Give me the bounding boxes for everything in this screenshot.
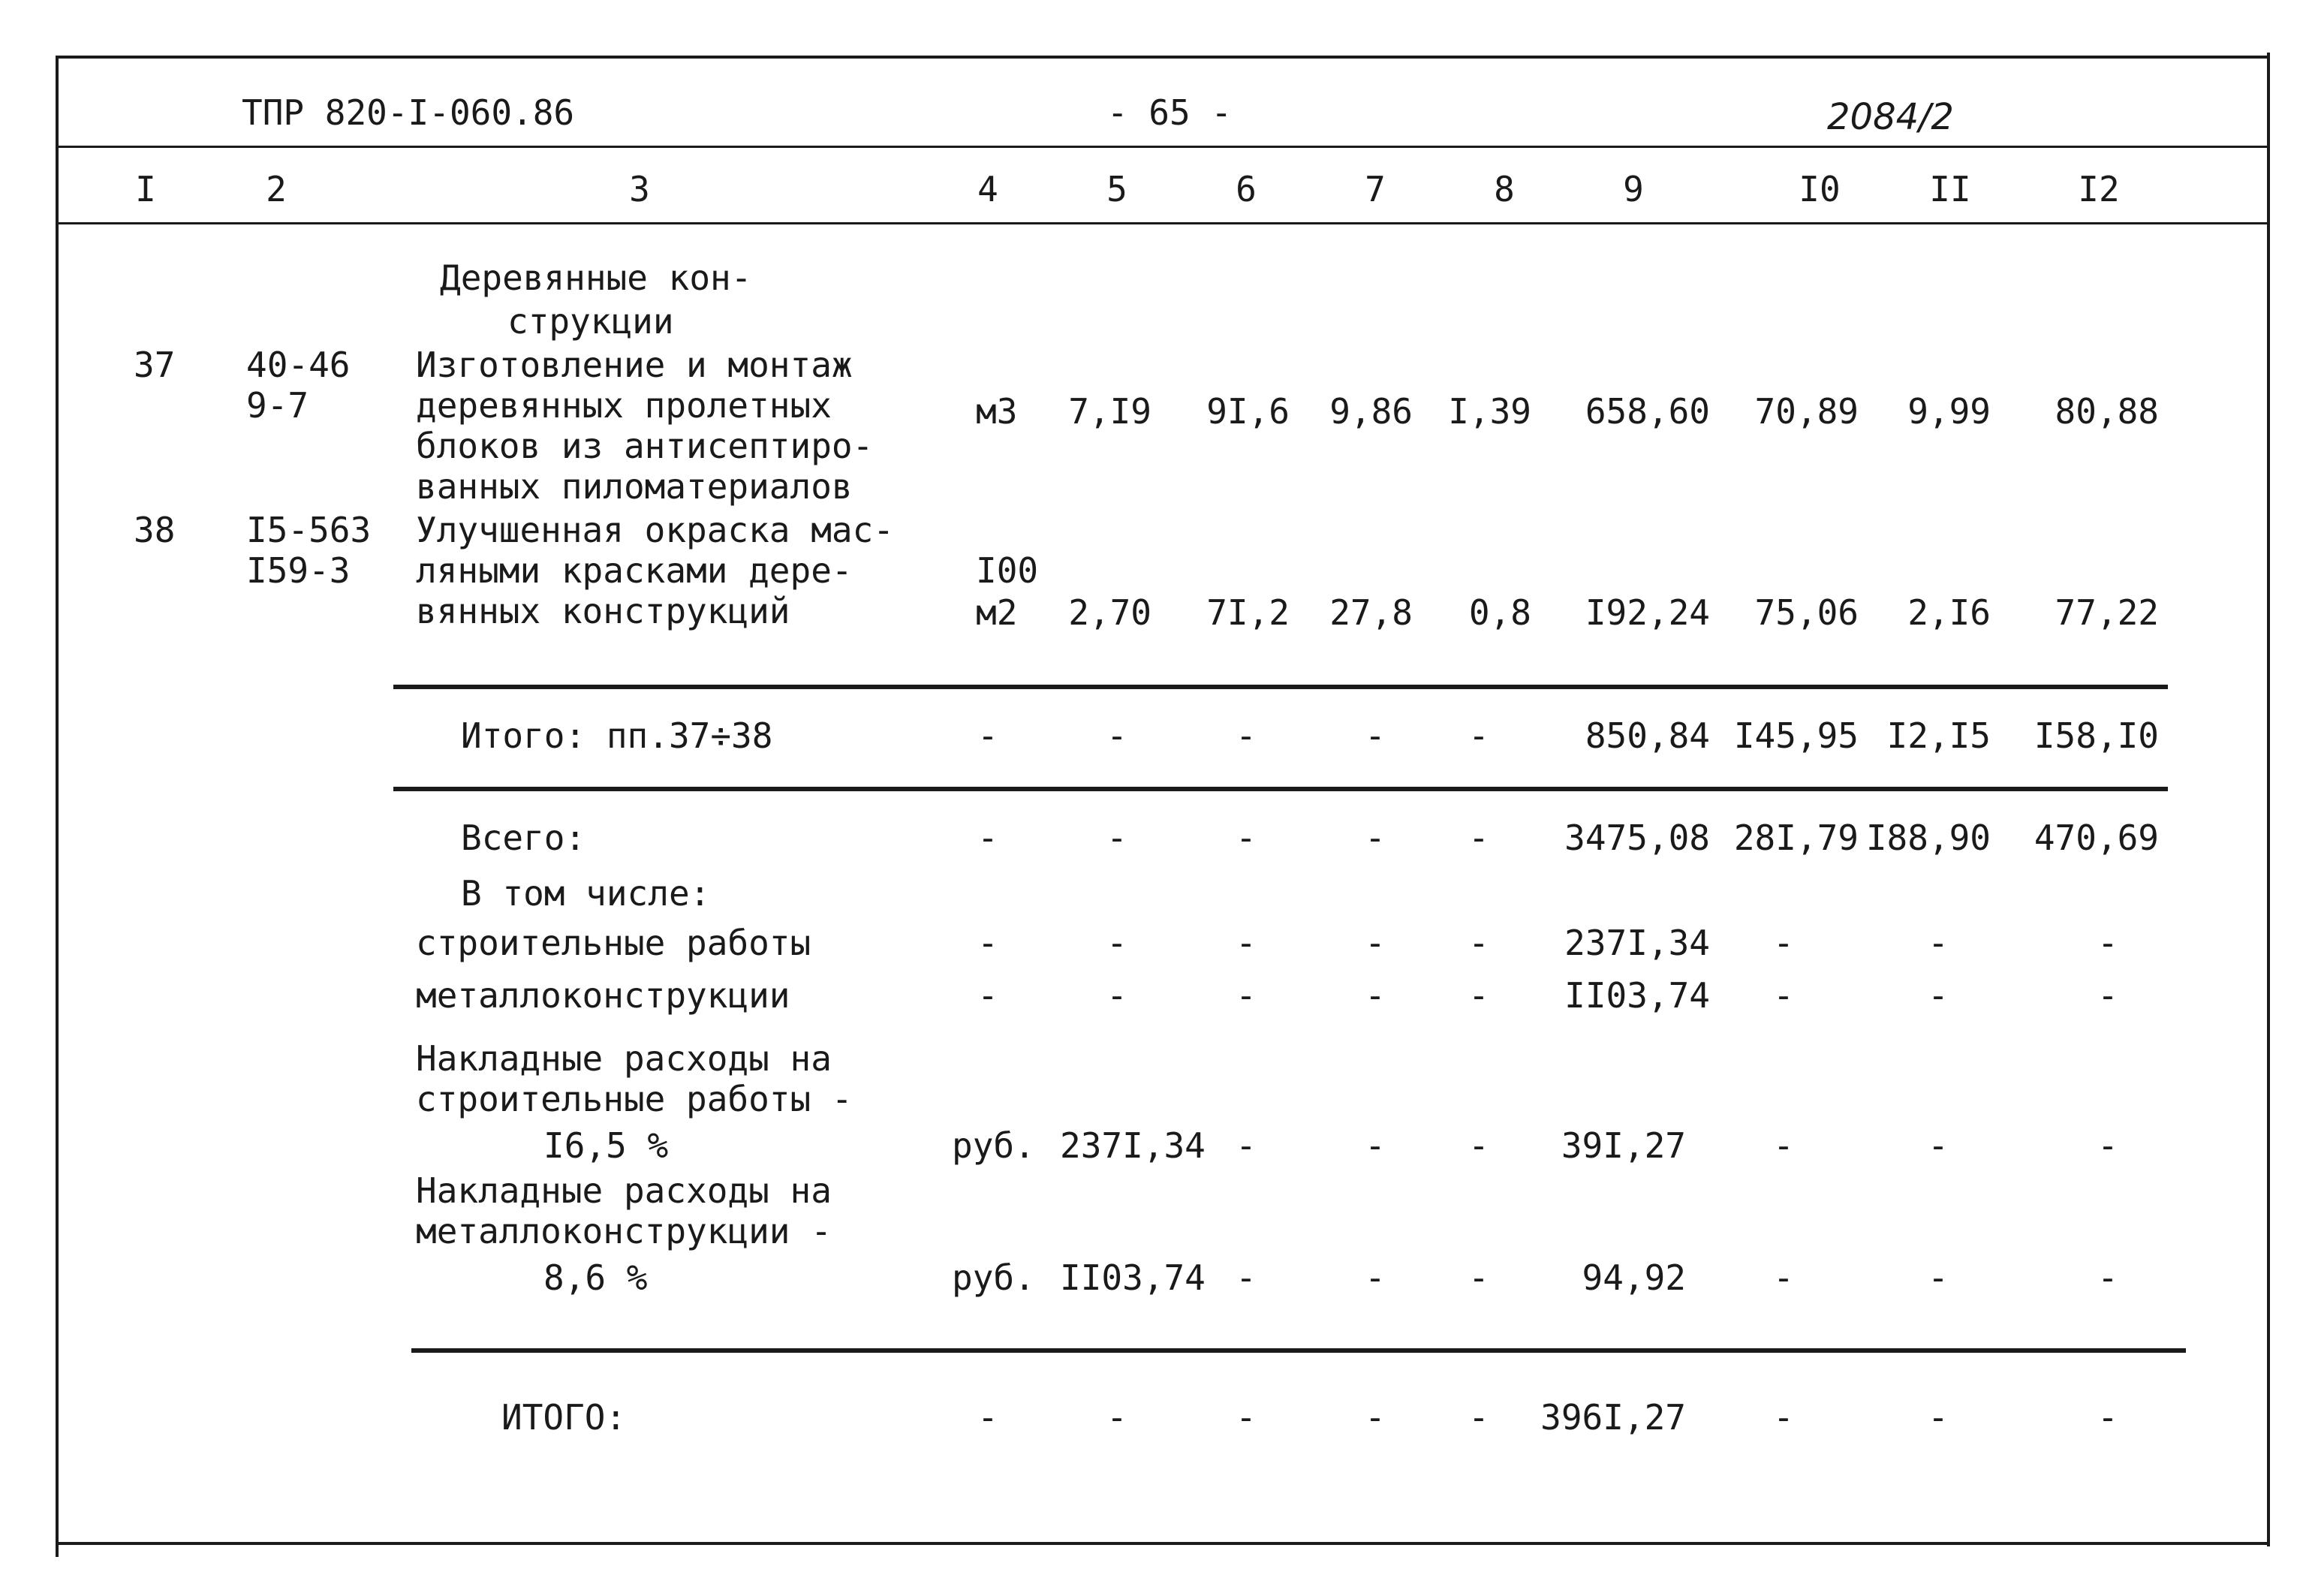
row-code: I5-563 — [246, 510, 372, 550]
grand-total-value-col-8: - — [1468, 1397, 1489, 1438]
grand-total-value-col-7: - — [1365, 1397, 1386, 1438]
subtotal-value-col-8: - — [1468, 715, 1489, 756]
row-value-col-7: 9,86 — [1329, 391, 1413, 432]
column-header-3: 3 — [629, 169, 650, 209]
breakdown-value-col-10: - — [1773, 975, 1794, 1016]
total-value-col-9: 3475,08 — [1564, 818, 1710, 858]
total-value-col-5: - — [1106, 818, 1127, 858]
row-description: вянных конструкций — [416, 591, 790, 631]
row-unit: м2 — [976, 592, 1018, 633]
overhead-value: - — [1365, 1257, 1386, 1298]
overhead-value: - — [2097, 1257, 2118, 1298]
subtotal-label: Итого: пп.37÷38 — [461, 715, 773, 756]
row-value-col-8: 0,8 — [1468, 592, 1531, 633]
row-value-col-6: 7I,2 — [1206, 592, 1290, 633]
row-value-col-7: 27,8 — [1329, 592, 1413, 633]
row-code: I59-3 — [246, 550, 351, 591]
breakdown-value-col-12: - — [2097, 975, 2118, 1016]
breakdown-value-col-11: - — [1928, 923, 1949, 963]
section-title: Деревянные кон- — [440, 257, 752, 298]
total-value-col-11: I88,90 — [1865, 818, 1991, 858]
breakdown-value-col-10: - — [1773, 923, 1794, 963]
grand-total-rule — [411, 1348, 2186, 1353]
row-value-col-9: 658,60 — [1585, 391, 1710, 432]
including-label: В том числе: — [461, 873, 711, 914]
overhead-value: - — [1365, 1125, 1386, 1166]
column-header-6: 6 — [1236, 169, 1257, 209]
overhead-percent: I6,5 % — [543, 1125, 669, 1166]
overhead-label: строительные работы - — [416, 1079, 853, 1119]
overhead-value: - — [1773, 1125, 1794, 1166]
sheet-number: 2084/2 — [1827, 96, 1954, 138]
breakdown-label: металлоконструкции — [416, 975, 790, 1016]
overhead-value: - — [1928, 1257, 1949, 1298]
row-value-col-5: 7,I9 — [1068, 391, 1151, 432]
row-value-col-11: 9,99 — [1907, 391, 1991, 432]
column-header-1: I — [135, 169, 156, 209]
column-header-12: I2 — [2078, 169, 2120, 209]
overhead-label: Накладные расходы на — [416, 1038, 832, 1079]
breakdown-value-col-7: - — [1365, 975, 1386, 1016]
total-value-col-12: 470,69 — [2034, 818, 2159, 858]
overhead-value: - — [1236, 1125, 1257, 1166]
row-unit: м3 — [976, 391, 1018, 432]
frame-right-border — [2267, 53, 2270, 1546]
total-value-col-10: 28I,79 — [1733, 818, 1859, 858]
column-header-7: 7 — [1365, 169, 1386, 209]
overhead-value: - — [2097, 1125, 2118, 1166]
overhead-label: металлоконструкции - — [416, 1211, 832, 1251]
frame-left-border — [56, 59, 59, 1557]
overhead-value: - — [1468, 1125, 1489, 1166]
row-value-col-8: I,39 — [1448, 391, 1531, 432]
row-value-col-10: 75,06 — [1754, 592, 1859, 633]
subtotal-value-col-11: I2,I5 — [1886, 715, 1991, 756]
row-unit: I00 — [976, 550, 1039, 591]
subtotal-value-col-5: - — [1106, 715, 1127, 756]
breakdown-value-col-4: - — [977, 923, 998, 963]
total-value-col-8: - — [1468, 818, 1489, 858]
total-value-col-7: - — [1365, 818, 1386, 858]
grand-total-value-col-10: - — [1773, 1397, 1794, 1438]
overhead-unit: руб. — [952, 1257, 1035, 1298]
grand-total-value-col-6: - — [1236, 1397, 1257, 1438]
breakdown-value-col-11: - — [1928, 975, 1949, 1016]
overhead-percent: 8,6 % — [543, 1257, 648, 1298]
subtotal-value-col-12: I58,I0 — [2034, 715, 2159, 756]
subtotal-value-col-9: 850,84 — [1585, 715, 1710, 756]
column-header-8: 8 — [1494, 169, 1515, 209]
row-value-col-12: 80,88 — [2055, 391, 2159, 432]
breakdown-value-col-8: - — [1468, 923, 1489, 963]
row-code: 9-7 — [246, 385, 309, 426]
breakdown-value-col-12: - — [2097, 923, 2118, 963]
row-description: Улучшенная окраска мас- — [416, 510, 894, 550]
row-number: 37 — [134, 345, 176, 385]
breakdown-value-col-6: - — [1236, 975, 1257, 1016]
breakdown-value-col-8: - — [1468, 975, 1489, 1016]
column-header-2: 2 — [266, 169, 287, 209]
breakdown-value-col-9: II03,74 — [1564, 975, 1710, 1016]
row-code: 40-46 — [246, 345, 351, 385]
subtotal-top-rule — [393, 685, 2168, 689]
subtotal-bottom-rule — [393, 787, 2168, 791]
row-description: Изготовление и монтаж — [416, 345, 853, 385]
grand-total-value-col-4: - — [977, 1397, 998, 1438]
total-value-col-4: - — [977, 818, 998, 858]
breakdown-value-col-9: 237I,34 — [1564, 923, 1710, 963]
frame-top-border — [56, 56, 2270, 59]
overhead-value-col-9: 94,92 — [1582, 1257, 1686, 1298]
subtotal-value-col-7: - — [1365, 715, 1386, 756]
row-number: 38 — [134, 510, 176, 550]
overhead-base: II03,74 — [1060, 1257, 1206, 1298]
row-value-col-10: 70,89 — [1754, 391, 1859, 432]
overhead-value: - — [1468, 1257, 1489, 1298]
column-header-4: 4 — [977, 169, 998, 209]
row-value-col-9: I92,24 — [1585, 592, 1710, 633]
breakdown-value-col-6: - — [1236, 923, 1257, 963]
section-title: струкции — [507, 301, 674, 342]
column-header-11: II — [1929, 169, 1971, 209]
overhead-value-col-9: 39I,27 — [1561, 1125, 1686, 1166]
row-value-col-6: 9I,6 — [1206, 391, 1290, 432]
overhead-value: - — [1773, 1257, 1794, 1298]
overhead-base: 237I,34 — [1060, 1125, 1206, 1166]
grand-total-label: ИТОГО: — [501, 1397, 627, 1438]
frame-bottom-border — [59, 1542, 2270, 1545]
breakdown-value-col-4: - — [977, 975, 998, 1016]
column-header-divider — [59, 222, 2267, 224]
row-value-col-12: 77,22 — [2055, 592, 2159, 633]
subtotal-value-col-4: - — [977, 715, 998, 756]
breakdown-value-col-5: - — [1106, 975, 1127, 1016]
grand-total-value-col-11: - — [1928, 1397, 1949, 1438]
column-header-5: 5 — [1106, 169, 1127, 209]
row-value-col-11: 2,I6 — [1907, 592, 1991, 633]
header-divider — [59, 146, 2267, 148]
breakdown-value-col-7: - — [1365, 923, 1386, 963]
column-header-10: I0 — [1799, 169, 1841, 209]
breakdown-label: строительные работы — [416, 923, 811, 963]
row-description: блоков из антисептиро- — [416, 426, 874, 466]
breakdown-value-col-5: - — [1106, 923, 1127, 963]
subtotal-value-col-6: - — [1236, 715, 1257, 756]
document-code: ТПР 820-I-060.86 — [242, 92, 575, 133]
row-description: ванных пиломатериалов — [416, 466, 853, 507]
overhead-value: - — [1236, 1257, 1257, 1298]
overhead-value: - — [1928, 1125, 1949, 1166]
column-header-9: 9 — [1623, 169, 1644, 209]
total-value-col-6: - — [1236, 818, 1257, 858]
grand-total-value-col-5: - — [1106, 1397, 1127, 1438]
total-label: Всего: — [461, 818, 586, 858]
grand-total-value-col-12: - — [2097, 1397, 2118, 1438]
page-number: - 65 - — [1106, 92, 1233, 133]
subtotal-value-col-10: I45,95 — [1733, 715, 1859, 756]
overhead-label: Накладные расходы на — [416, 1170, 832, 1211]
row-description: ляными красками дере- — [416, 550, 853, 591]
overhead-unit: руб. — [952, 1125, 1035, 1166]
row-value-col-5: 2,70 — [1068, 592, 1151, 633]
grand-total-value-col-9: 396I,27 — [1540, 1397, 1686, 1438]
row-description: деревянных пролетных — [416, 385, 832, 426]
